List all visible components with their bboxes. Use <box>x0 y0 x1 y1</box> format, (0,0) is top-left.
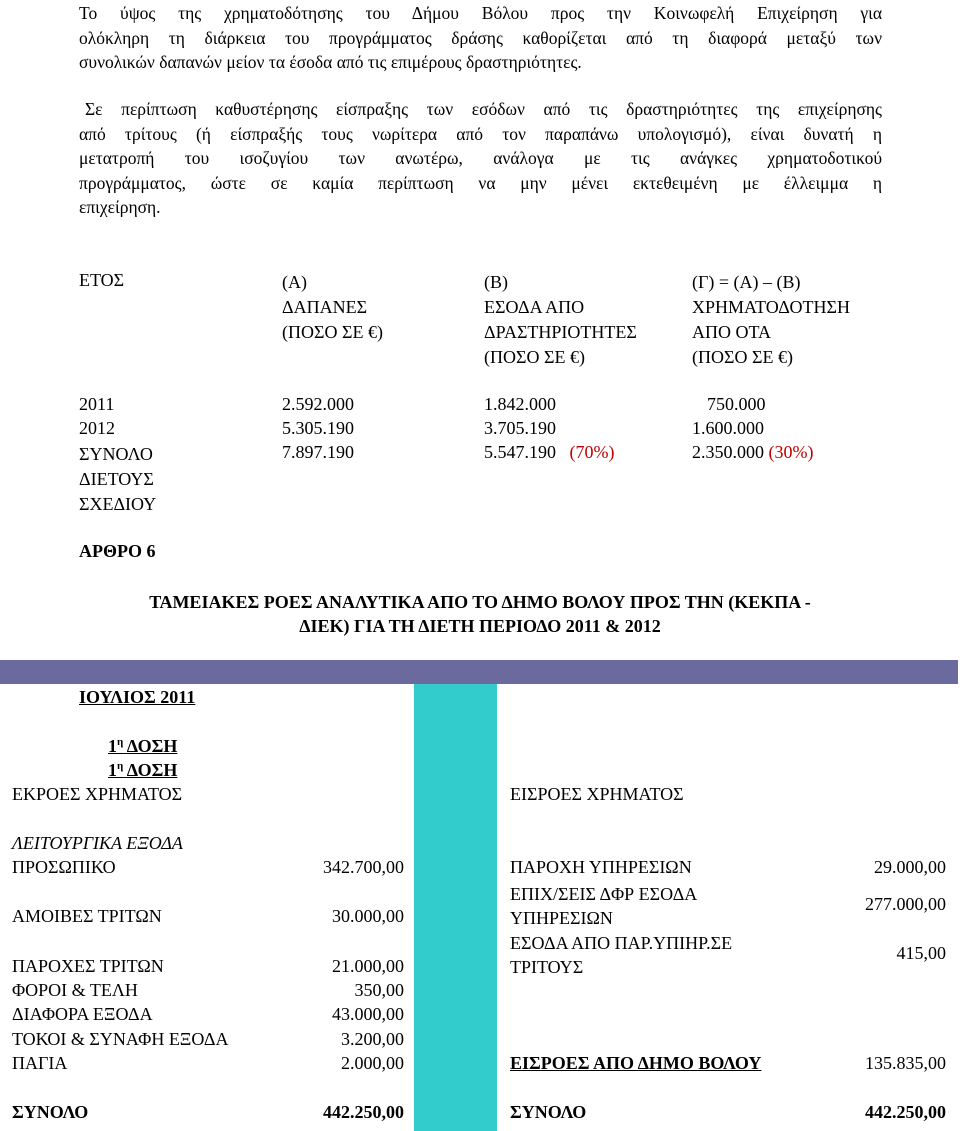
funding-value: 2.350.000 <box>692 442 764 462</box>
outflow-label: ΠΡΟΣΩΠΙΚΟ <box>12 857 116 877</box>
header-line: ΑΠΟ ΟΤΑ <box>692 322 772 342</box>
row-revenue <box>484 442 614 463</box>
text-line: από τρίτους (ή είσπραξής τους νωρίτερα από τον παραπάνω υπολογισμό), είναι δυνατή η <box>79 123 882 144</box>
inflow-label-line: ΥΠΗΡΕΣΙΩΝ <box>510 908 613 928</box>
total-label-line: ΣΧΕΔΙΟΥ <box>79 494 157 514</box>
outflow-label: ΠΑΡΟΧΕΣ ΤΡΙΤΩΝ <box>12 956 164 976</box>
header-band <box>0 660 958 684</box>
total-label-line: ΔΙΕΤΟΥΣ <box>79 469 154 489</box>
row-funding: 750.000 <box>707 394 766 414</box>
header-line: (ΠΟΣΟ ΣΕ €) <box>692 347 793 367</box>
outflows-header: ΕΚΡΟΕΣ ΧΡΗΜΑΤΟΣ <box>12 784 183 804</box>
dose-label <box>108 736 177 757</box>
text-line: επιχείρηση. <box>79 197 161 218</box>
inflow-label-line: ΤΡΙΤΟΥΣ <box>510 957 584 977</box>
dose-text: ΔΟΣΗ <box>126 760 178 780</box>
outflow-value: 3.200,00 <box>341 1029 404 1049</box>
header-expenses <box>282 270 383 345</box>
outflow-label: ΤΟΚΟΙ & ΣΥΝΑΦΗ ΕΞΟΔΑ <box>12 1029 229 1049</box>
text-line: προγράμματος, ώστε σε καμία περίπτωση να μην μένει εκτεθειμένη με έλλειμμα η <box>79 172 882 193</box>
municipality-inflow-value: 135.835,00 <box>865 1053 946 1073</box>
section-title <box>0 590 960 638</box>
row-revenue: 1.842.000 <box>484 394 556 414</box>
dose-label <box>108 760 177 781</box>
inflow-label: ΠΑΡΟΧΗ ΥΠΗΡΕΣΙΩΝ <box>510 857 692 877</box>
header-line: ΧΡΗΜΑΤΟΔΟΤΗΣΗ <box>692 297 850 317</box>
total-label-line: ΣΥΝΟΛΟ <box>79 444 153 464</box>
row-revenue: 3.705.190 <box>484 418 556 438</box>
article-heading: ΑΡΘΡΟ 6 <box>79 541 156 561</box>
month-label: ΙΟΥΛΙΟΣ 2011 <box>79 687 196 707</box>
revenue-percent: (70%) <box>569 442 615 462</box>
header-line: ΔΡΑΣΤΗΡΙΟΤΗΤΕΣ <box>484 322 637 342</box>
dose-text: ΔΟΣΗ <box>126 736 178 756</box>
inflow-label-line: ΕΠΙΧ/ΣΕΙΣ ΔΦΡ ΕΣΟΔΑ <box>510 884 698 904</box>
outflow-value: 21.000,00 <box>332 956 404 976</box>
operating-expenses-label: ΛΕΙΤΟΥΡΓΙΚΑ ΕΞΟΔΑ <box>12 833 183 853</box>
outflow-label: ΑΜΟΙΒΕΣ ΤΡΙΤΩΝ <box>12 906 162 926</box>
outflow-label: ΔΙΑΦΟΡΑ ΕΞΟΔΑ <box>12 1004 153 1024</box>
inflow-label-line: ΕΣΟΔΑ ΑΠΟ ΠΑΡ.ΥΠΙΗΡ.ΣΕ <box>510 933 733 953</box>
row-expenses: 5.305.190 <box>282 418 354 438</box>
inflows-header: ΕΙΣΡΟΕΣ ΧΡΗΜΑΤΟΣ <box>510 784 684 804</box>
municipality-inflow-label: ΕΙΣΡΟΕΣ ΑΠΟ ΔΗΜΟ ΒΟΛΟΥ <box>510 1053 762 1073</box>
inflow-value: 277.000,00 <box>865 894 946 914</box>
outflow-total-value: 442.250,00 <box>323 1102 404 1122</box>
outflow-label: ΦΟΡΟΙ & ΤΕΛΗ <box>12 980 138 1000</box>
dose-number: 1 <box>108 760 117 780</box>
paragraph-delay <box>79 97 882 220</box>
outflow-value: 350,00 <box>354 980 404 1000</box>
text-line: Σε περίπτωση καθυστέρησης είσπραξης των εσόδων από τις δραστηριότητες της επιχείρησης <box>85 99 882 119</box>
header-year: ΕΤΟΣ <box>79 270 125 290</box>
text-line: μετατροπή του ισοζυγίου των ανωτέρω, ανάλογα με τις ανάγκες χρηματοδοτικού <box>79 148 882 169</box>
section-title-line: ΤΑΜΕΙΑΚΕΣ ΡΟΕΣ ΑΝΑΛΥΤΙΚΑ ΑΠΟ ΤΟ ΔΗΜΟ ΒΟΛΟΥ ΠΡΟΣ ΤΗΝ (ΚΕΚΠΑ - <box>149 592 811 612</box>
row-year: 2011 <box>79 394 115 414</box>
header-line: (Β) <box>484 272 508 292</box>
header-line: ΕΣΟΔΑ ΑΠΟ <box>484 297 585 317</box>
text-line: Το ύψος της χρηματοδότησης του Δήμου Βόλου προς την Κοινωφελή Επιχείρηση για <box>79 3 882 23</box>
section-title-line: ΔΙΕΚ) ΓΙΑ ΤΗ ΔΙΕΤΗ ΠΕΡΙΟΔΟ 2011 & 2012 <box>299 616 661 636</box>
separator-column <box>414 684 497 1131</box>
row-expenses: 7.897.190 <box>282 442 354 462</box>
inflow-value: 415,00 <box>896 943 946 963</box>
header-line: (ΠΟΣΟ ΣΕ €) <box>484 347 585 367</box>
outflow-label: ΠΑΓΙΑ <box>12 1053 68 1073</box>
funding-percent: (30%) <box>768 442 814 462</box>
outflow-value: 2.000,00 <box>341 1053 404 1073</box>
dose-sup: η <box>117 736 124 748</box>
row-funding: 1.600.000 <box>692 418 764 438</box>
header-line: ΔΑΠΑΝΕΣ <box>282 297 368 317</box>
dose-sup: η <box>117 760 124 772</box>
header-line: (ΠΟΣΟ ΣΕ €) <box>282 322 383 342</box>
outflow-value: 342.700,00 <box>323 857 404 877</box>
text-line: συνολικών δαπανών μείον τα έσοδα από τις επιμέρους δραστηριότητες. <box>79 52 582 73</box>
row-funding <box>692 442 813 463</box>
row-year: 2012 <box>79 418 115 438</box>
outflow-total-label: ΣΥΝΟΛΟ <box>12 1102 89 1122</box>
outflow-value: 30.000,00 <box>332 906 404 926</box>
header-funding <box>692 270 850 370</box>
inflow-label <box>510 931 732 979</box>
dose-number: 1 <box>108 736 117 756</box>
outflow-value: 43.000,00 <box>332 1004 404 1024</box>
inflow-value: 29.000,00 <box>874 857 946 877</box>
revenue-value: 5.547.190 <box>484 442 556 462</box>
inflow-total-label: ΣΥΝΟΛΟ <box>510 1102 587 1122</box>
paragraph-funding <box>79 1 882 75</box>
inflow-label <box>510 882 697 930</box>
text-line: ολόκληρη τη διάρκεια του προγράμματος δράσης καθορίζεται από τη διαφορά μεταξύ των <box>79 27 882 48</box>
row-expenses: 2.592.000 <box>282 394 354 414</box>
inflow-total-value: 442.250,00 <box>865 1102 946 1122</box>
row-total-label <box>79 442 156 517</box>
header-line: (Γ) = (Α) – (Β) <box>692 272 801 292</box>
header-line: (Α) <box>282 272 307 292</box>
header-revenue <box>484 270 637 370</box>
